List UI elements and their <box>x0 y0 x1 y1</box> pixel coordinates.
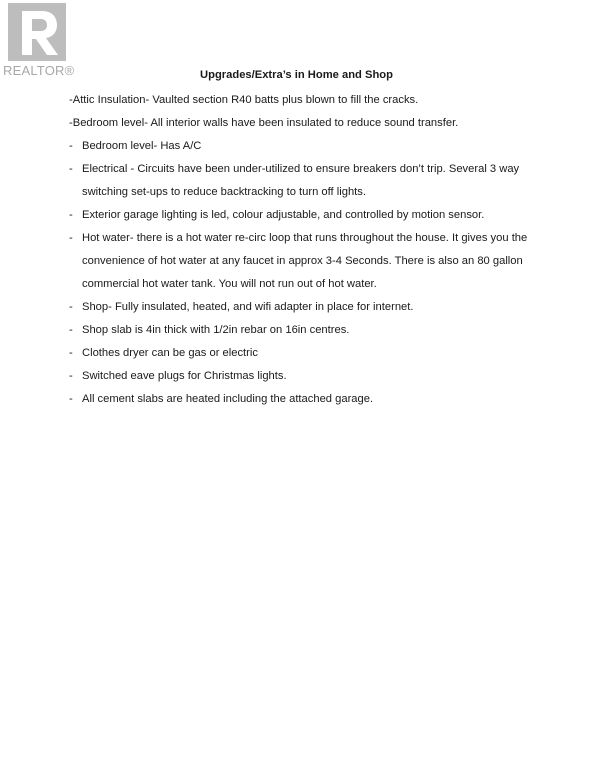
list-item: Hot water- there is a hot water re-circ loop that runs throughout the house. It gives you the <box>82 232 528 244</box>
bullet-dash: - <box>69 393 73 405</box>
list-item: Clothes dryer can be gas or electric <box>82 347 258 359</box>
list-item: Shop slab is 4in thick with 1/2in rebar on 16in centres. <box>82 324 350 336</box>
list-item: Switched eave plugs for Christmas lights. <box>82 370 287 382</box>
list-item: -Attic Insulation- Vaulted section R40 batts plus blown to fill the cracks. <box>69 94 419 106</box>
list-item-continuation: commercial hot water tank. You will not run out of hot water. <box>82 278 377 290</box>
bullet-dash: - <box>69 347 73 359</box>
bullet-dash: - <box>69 324 73 336</box>
document-title: Upgrades/Extra’s in Home and Shop <box>200 69 393 81</box>
list-item: -Bedroom level- All interior walls have been insulated to reduce sound transfer. <box>69 117 459 129</box>
list-item: Exterior garage lighting is led, colour adjustable, and controlled by motion sensor. <box>82 209 485 221</box>
list-item-continuation: switching set-ups to reduce backtracking to turn off lights. <box>82 186 366 198</box>
realtor-r-logo-icon <box>8 3 66 61</box>
realtor-watermark <box>3 3 75 78</box>
watermark-text: REALTOR® <box>3 63 75 78</box>
list-item-continuation: convenience of hot water at any faucet in approx 3-4 Seconds. There is also an 80 gallon <box>82 255 523 267</box>
bullet-dash: - <box>69 209 73 221</box>
list-item: Bedroom level- Has A/C <box>82 140 202 152</box>
bullet-dash: - <box>69 370 73 382</box>
list-item: Electrical - Circuits have been under-utilized to ensure breakers don’t trip. Several 3 way <box>82 163 520 175</box>
bullet-dash: - <box>69 301 73 313</box>
bullet-dash: - <box>69 140 73 152</box>
list-item: All cement slabs are heated including the attached garage. <box>82 393 374 405</box>
bullet-dash: - <box>69 232 73 244</box>
list-item: Shop- Fully insulated, heated, and wifi adapter in place for internet. <box>82 301 414 313</box>
bullet-dash: - <box>69 163 73 175</box>
